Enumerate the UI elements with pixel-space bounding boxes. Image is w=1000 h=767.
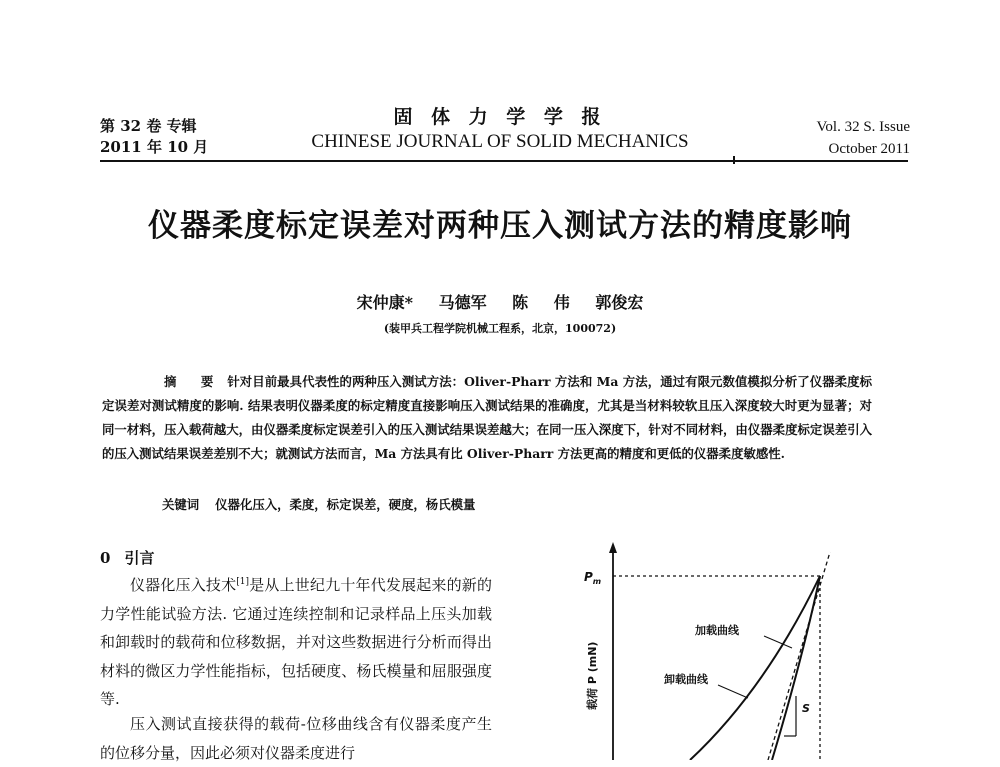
loading-curve <box>690 576 820 760</box>
header-rule-tick <box>733 156 735 164</box>
header-volume-en: Vol. 32 S. Issue <box>816 119 910 135</box>
y-axis-label: 载荷 P (mN) <box>586 641 599 710</box>
load-displacement-figure <box>540 540 860 760</box>
keywords-label: 关键词 <box>162 497 200 512</box>
p1-rest: 是从上世纪九十年代发展起来的新的力学性能试验方法. 它通过连续控制和记录样品上压头加载和卸载时的载荷和位移数据，并对这些数据进行分析而得出材料的微区力学性能指标，包括硬度、杨氏模量和屈服强度等. <box>100 576 492 708</box>
header-date-en: October 2011 <box>828 141 910 157</box>
header-rule <box>100 160 908 162</box>
section-heading <box>100 547 154 568</box>
section-number: 0 <box>100 549 111 567</box>
keywords-text: 仪器化压入，柔度，标定误差，硬度，杨氏模量 <box>215 497 476 512</box>
body-paragraph-2 <box>100 710 492 767</box>
y-axis-arrow <box>609 542 617 553</box>
journal-title-cn: 固 体 力 学 学 报 <box>393 106 607 128</box>
loading-curve-label: 加载曲线 <box>695 624 739 637</box>
p2-text: 压入测试直接获得的载荷-位移曲线含有仪器柔度产生的位移分量，因此必须对仪器柔度进行 <box>100 715 492 762</box>
p1-start: 仪器化压入技术 <box>130 576 237 594</box>
abstract-text: 针对目前最具代表性的两种压入测试方法：Oliver-Pharr 方法和 Ma 方法，通过有限元数值模拟分析了仪器柔度标定误差对测试精度的影响. 结果表明仪器柔度的标定精度直接影响压入测试结果的准确度，尤其是当材料较软且压入深度较大时更为显著；对同一材料，压入载荷越大，由仪器柔度标定误差引入的压入测试结果误差越大；在同一压入深度下，针对不同材料，由仪器柔度标定误差引入的压入测试结果误差差别不大；就测试方法而言，Ma 方法具有比 Oliver-Pharr 方法更高的精度和更低的仪器柔度敏感性. <box>102 374 872 461</box>
header-date-cn: 2011 年 10 月 <box>100 138 209 156</box>
authors: 宋仲康* 马德军 陈 伟 郭俊宏 <box>356 293 644 312</box>
stiffness-s-label: S <box>802 702 810 715</box>
header-volume-date <box>100 116 208 158</box>
affiliation: (装甲兵工程学院机械工程系，北京，100072) <box>383 322 617 335</box>
body-paragraph-1 <box>100 568 492 714</box>
unloading-curve-label: 卸载曲线 <box>664 673 708 686</box>
paper-title: 仪器柔度标定误差对两种压入测试方法的精度影响 <box>148 208 852 244</box>
abstract <box>102 370 872 466</box>
keywords <box>162 495 862 513</box>
journal-title <box>270 104 730 154</box>
abstract-label: 摘 要 <box>164 374 224 389</box>
header-volume-cn: 第 32 卷 专辑 <box>100 117 197 135</box>
section-title: 引言 <box>124 549 155 567</box>
unloading-label-leader <box>718 685 748 698</box>
stiffness-tangent-line <box>768 552 830 760</box>
journal-title-en: CHINESE JOURNAL OF SOLID MECHANICS <box>311 131 689 152</box>
citation-ref[interactable]: [1] <box>236 577 250 587</box>
pm-label: $P_m$ <box>584 570 602 586</box>
header-volume-date-en <box>770 116 910 160</box>
